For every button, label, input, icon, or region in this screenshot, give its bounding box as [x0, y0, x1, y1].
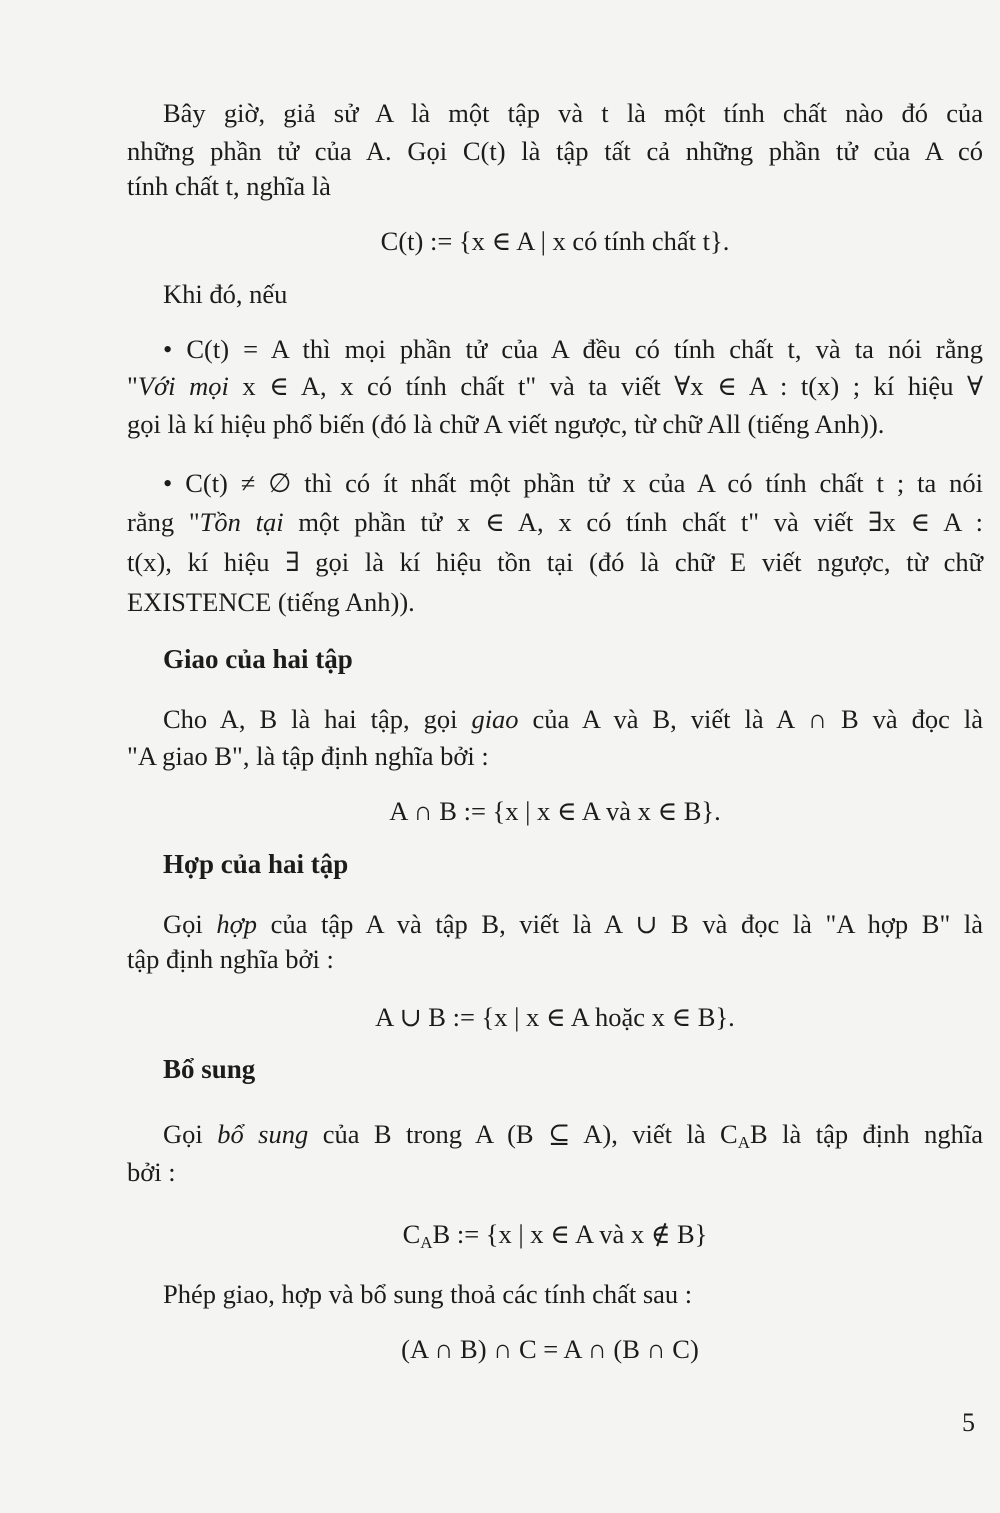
bullet-forall-line: gọi là kí hiệu phổ biến (đó là chữ A viết ngược, từ chữ All (tiếng Anh)).	[127, 409, 885, 439]
formula-complement: $C_AB$ := {x | x ∈ A và x ∉ B}	[402, 1219, 708, 1252]
paragraph-line	[163, 703, 983, 735]
text: "Với mọi x ∈ A, x có tính chất t" và ta viết ∀x ∈ A : t(x) ; kí hiệu ∀	[127, 371, 983, 401]
section-heading-hop: Hợp của hai tập	[163, 849, 349, 879]
section-heading-giao: Giao của hai tập	[163, 644, 353, 674]
section-heading-bosung: Bổ sung	[163, 1054, 256, 1084]
paragraph-line: Bây giờ, giả sử A là một tập và t là một tính chất nào đó của	[163, 98, 983, 128]
paragraph-line	[163, 1118, 983, 1150]
text: Gọi hợp của tập A và tập B, viết là A ∪ B và đọc là "A hợp B" là	[163, 909, 983, 939]
bullet-exists-line	[127, 506, 983, 538]
paragraph-line: Khi đó, nếu	[163, 279, 288, 309]
paragraph-line: bởi :	[127, 1157, 176, 1187]
text: Gọi bổ sung của B trong A (B ⊆ A), viết là $C_AB$ là tập định nghĩa	[163, 1119, 983, 1152]
bullet-exists-line: EXISTENCE (tiếng Anh)).	[127, 587, 415, 617]
paragraph-line: "A giao B", là tập định nghĩa bởi :	[127, 741, 489, 771]
paragraph-line: những phần tử của A. Gọi C(t) là tập tất cả những phần tử của A có	[127, 136, 983, 166]
text: rằng "Tồn tại một phần tử x ∈ A, x có tính chất t" và viết ∃x ∈ A :	[127, 507, 984, 537]
paragraph-line: tính chất t, nghĩa là	[127, 171, 331, 201]
bullet-exists-line: • C(t) ≠ ∅ thì có ít nhất một phần tử x của A có tính chất t ; ta nói	[163, 468, 983, 498]
paragraph-line: Phép giao, hợp và bổ sung thoả các tính chất sau :	[163, 1279, 693, 1309]
bullet-forall-line: • C(t) = A thì mọi phần tử của A đều có tính chất t, và ta nói rằng	[163, 334, 983, 364]
bullet-forall-line	[127, 370, 983, 402]
formula-intersection: A ∩ B := {x | x ∈ A và x ∈ B}.	[389, 796, 721, 826]
text: Cho A, B là hai tập, gọi giao của A và B, viết là A ∩ B và đọc là	[163, 704, 983, 734]
formula-union: A ∪ B := {x | x ∈ A hoặc x ∈ B}.	[375, 1002, 735, 1032]
bullet-exists-line: t(x), kí hiệu ∃ gọi là kí hiệu tồn tại (đó là chữ E viết ngược, từ chữ	[127, 547, 983, 577]
page-number: 5	[962, 1408, 975, 1437]
formula-ct: C(t) := {x ∈ A | x có tính chất t}.	[380, 226, 730, 256]
paragraph-line	[163, 908, 983, 940]
paragraph-line: tập định nghĩa bởi :	[127, 944, 334, 974]
formula-associativity: (A ∩ B) ∩ C = A ∩ (B ∩ C)	[401, 1334, 699, 1364]
